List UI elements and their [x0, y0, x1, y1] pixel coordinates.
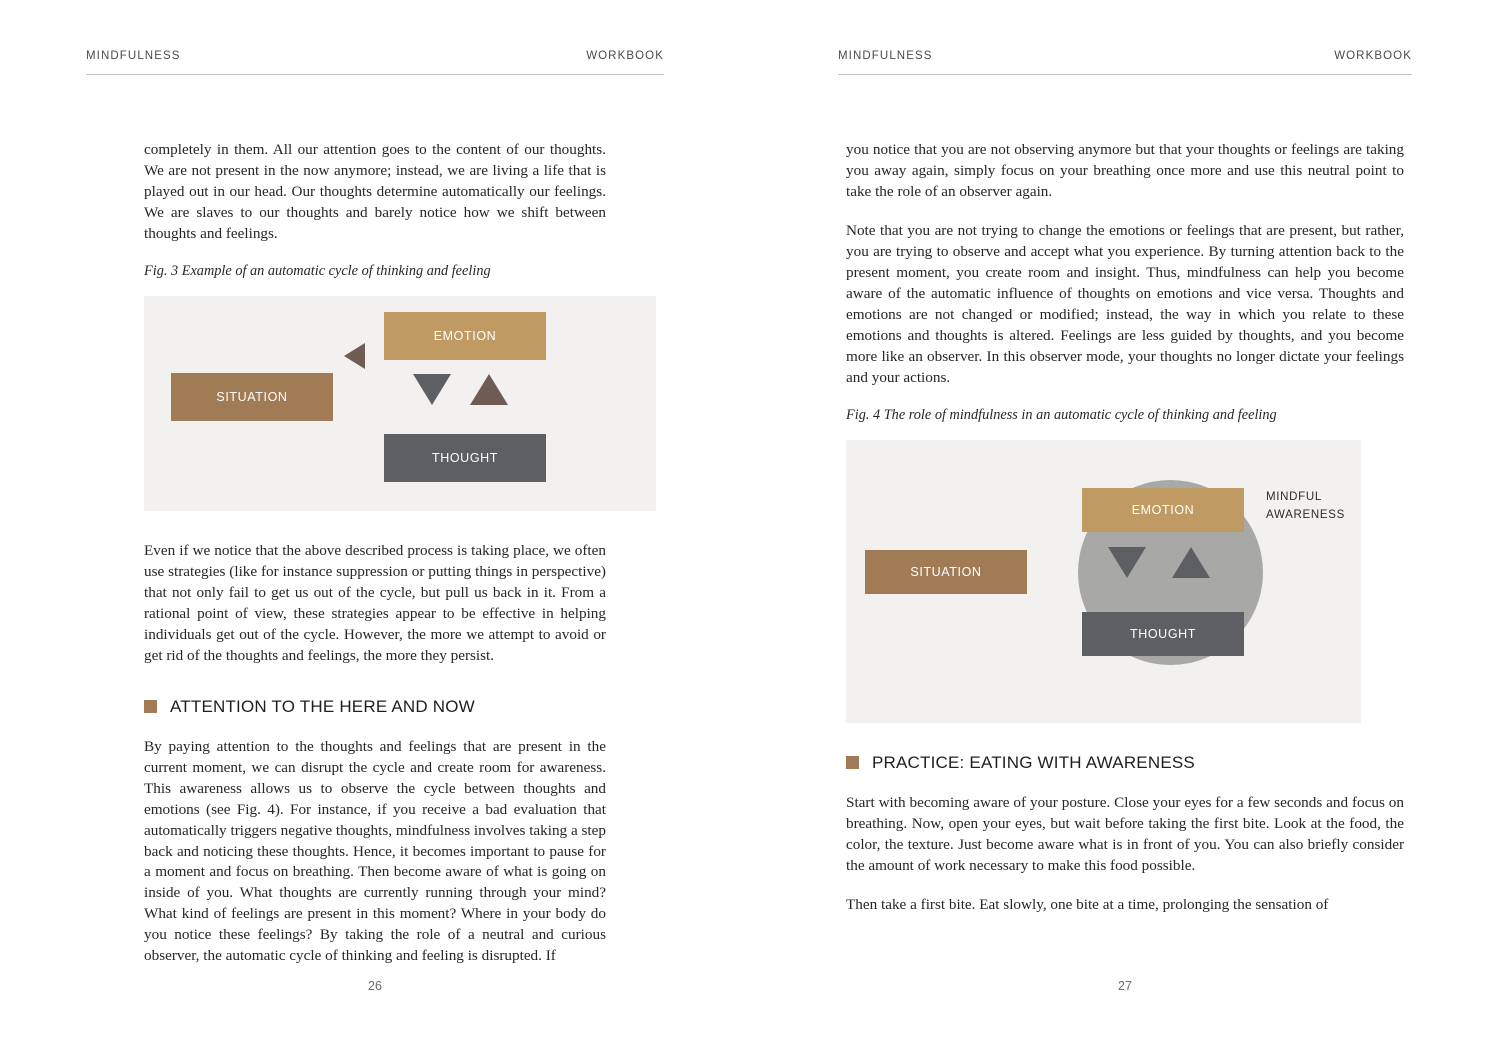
arrow-down-icon — [1108, 547, 1146, 578]
paragraph: Then take a first bite. Eat slowly, one bite at a time, prolonging the sensation of — [846, 895, 1329, 913]
page-right — [750, 0, 1500, 1061]
paragraph: Note that you are not trying to change the emotions or feelings that are present, but rather, you are trying to observe and accept what you experience. By turning attention back to the present moment, you create room and insight. Thus, mindfulness can help you become aware of the automatic influence of thoughts on emotions and vice versa. Thoughts and emotions are not changed or modified; instead, the way in which you relate to these emotions and thoughts is altered. Feelings are less guided by thoughts, and you become more like an observer. In this observer mode, your thoughts no longer dictate your feelings and your actions. — [846, 221, 1404, 386]
paragraph: Even if we notice that the above described process is taking place, we often use strategies (like for instance suppression or putting things in perspective) that not only fail to get us out of the cycle, but pull us back in it. From a rational point of view, these strategies appear to be effective in helping individuals get out of the cycle. However, the more we attempt to avoid or get rid of the thoughts and feelings, the more they persist. — [144, 541, 606, 664]
mindful-awareness-label — [1266, 488, 1366, 525]
figure-3-diagram — [144, 296, 656, 511]
page-number-right: 27 — [1118, 979, 1132, 993]
arrow-left-icon — [344, 343, 365, 369]
figure-3-situation-label: SITUATION — [216, 389, 288, 404]
running-head-left-section: WORKBOOK — [586, 50, 664, 62]
section-heading-attention — [144, 697, 606, 717]
arrow-down-icon — [413, 374, 451, 405]
arrow-up-icon — [470, 374, 508, 405]
running-head-left — [86, 50, 664, 75]
section-heading-label: ATTENTION TO THE HERE AND NOW — [170, 696, 475, 716]
paragraph: Start with becoming aware of your posture. Close your eyes for a few seconds and focus on breathing. Now, open your eyes, but wait before taking the first bite. Look at the food, the color, the texture. Just become aware what is in front of you. You can also briefly consider the amount of work necessary to make this food possible. — [846, 793, 1404, 874]
figure-4-emotion-box — [1082, 488, 1244, 532]
figure-4-emotion-label: EMOTION — [1131, 502, 1195, 517]
paragraph: you notice that you are not observing anymore but that your thoughts or feelings are taking you away again, simply focus on your breathing once more and use this neutral point to take the role of an observer again. — [846, 141, 1404, 200]
square-bullet-icon — [846, 756, 859, 769]
paragraph: By paying attention to the thoughts and feelings that are present in the current moment, we can disrupt the cycle and create room for awareness. This awareness allows us to observe the cycle between thoughts and emotions (see Fig. 4). For instance, if you receive a bad evaluation that automatically triggers negative thoughts, mindfulness involves taking a step back and noticing these thoughts. Hence, it becomes important to pause for a moment and focus on breathing. Then become aware of what is going on inside of you. What thoughts are currently running through your mind? What kind of feelings are present in this moment? Where in your body do you notice these feelings? By taking the role of a neutral and curious observer, the automatic cycle of thinking and feeling is disrupted. If — [144, 737, 606, 965]
paragraph: completely in them. All our attention goes to the content of our thoughts. We are not present in the now anymore; instead, we are living a life that is played out in our head. Our thoughts determine automatically our feelings. We are slaves to our thoughts and barely notice how we shift between thoughts and feelings. — [144, 141, 606, 242]
page-right-content — [846, 140, 1404, 934]
figure-3-caption: Fig. 3 Example of an automatic cycle of thinking and feeling — [144, 262, 491, 279]
mindful-awareness-line2: AWARENESS — [1266, 509, 1345, 522]
figure-4-thought-box — [1082, 612, 1244, 656]
figure-4-caption: Fig. 4 The role of mindfulness in an automatic cycle of thinking and feeling — [846, 406, 1277, 423]
figure-3-situation-box — [171, 373, 333, 421]
section-heading-label: PRACTICE: EATING WITH AWARENESS — [872, 752, 1195, 772]
figure-4-situation-box — [865, 550, 1027, 594]
figure-3-thought-label: THOUGHT — [432, 450, 498, 465]
section-heading-practice — [846, 753, 1404, 773]
figure-4-thought-label: THOUGHT — [1130, 626, 1196, 641]
running-head-left-title: MINDFULNESS — [86, 50, 181, 62]
arrow-up-icon — [1172, 547, 1210, 578]
page-left-content — [144, 140, 606, 985]
running-head-right-section: WORKBOOK — [1334, 50, 1412, 62]
running-head-right-title: MINDFULNESS — [838, 50, 933, 62]
figure-3-emotion-box — [384, 312, 546, 360]
figure-3-thought-box — [384, 434, 546, 482]
running-head-right — [838, 50, 1412, 75]
figure-4-diagram — [846, 440, 1361, 723]
page-number-left: 26 — [368, 979, 382, 993]
figure-3-emotion-label: EMOTION — [433, 328, 497, 343]
mindful-awareness-line1: MINDFUL — [1266, 490, 1323, 503]
square-bullet-icon — [144, 700, 157, 713]
figure-4-situation-label: SITUATION — [910, 564, 982, 579]
